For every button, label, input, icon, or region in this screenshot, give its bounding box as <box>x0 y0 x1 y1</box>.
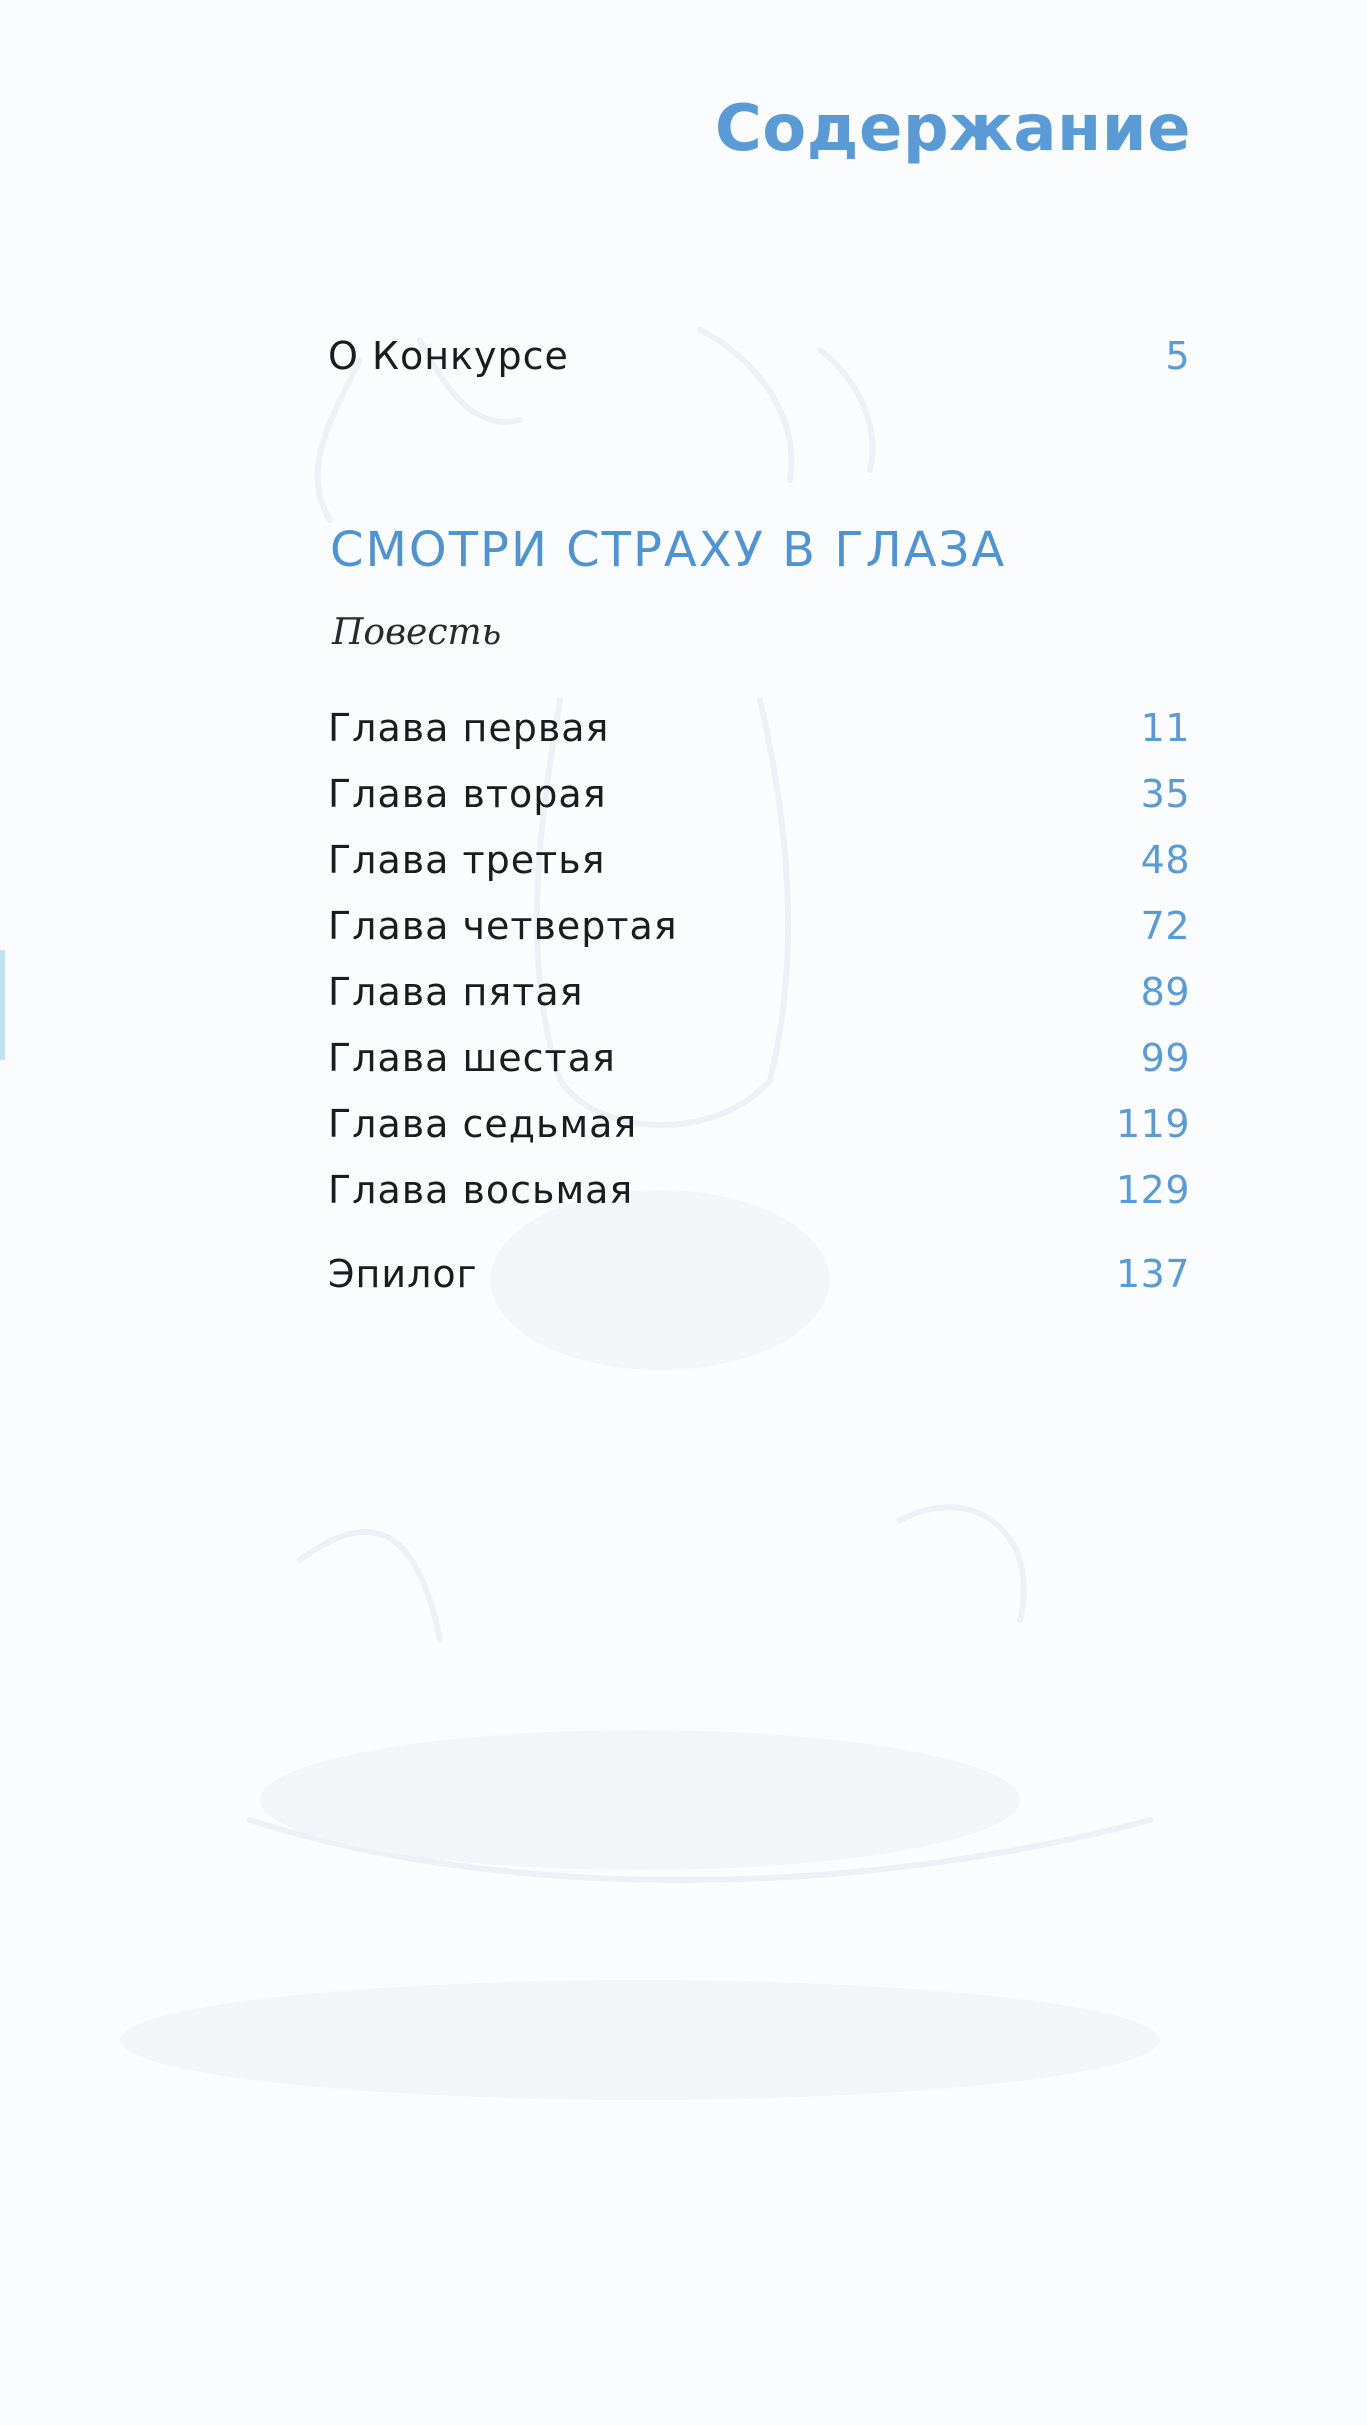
toc-entry-label: Глава седьмая <box>328 1102 638 1146</box>
toc-entry-page: 11 <box>1140 706 1190 750</box>
toc-entry-chapter-3[interactable] <box>328 838 1190 898</box>
toc-entry-page: 137 <box>1115 1252 1190 1296</box>
page-title: Содержание <box>714 92 1191 166</box>
toc-entry-chapter-8[interactable] <box>328 1168 1190 1228</box>
toc-entry-label: Глава шестая <box>328 1036 616 1080</box>
toc-entry-label: Глава пятая <box>328 970 584 1014</box>
toc-entry-label: Глава третья <box>328 838 606 882</box>
toc-entry-label: Глава первая <box>328 706 610 750</box>
toc-entry-page: 99 <box>1140 1036 1190 1080</box>
toc-entry-page: 35 <box>1140 772 1190 816</box>
toc-entry-chapter-7[interactable] <box>328 1102 1190 1162</box>
toc-entry-label: Эпилог <box>328 1252 478 1296</box>
toc-entry-page: 72 <box>1140 904 1190 948</box>
toc-entry-label: Глава восьмая <box>328 1168 634 1212</box>
toc-entry-chapter-4[interactable] <box>328 904 1190 964</box>
toc-entry-intro[interactable] <box>328 334 1190 394</box>
page-edge-mark <box>0 950 5 1060</box>
toc-entry-chapter-5[interactable] <box>328 970 1190 1030</box>
toc-entry-page: 5 <box>1165 334 1190 378</box>
toc-entry-epilogue[interactable] <box>328 1252 1190 1312</box>
toc-entry-page: 48 <box>1140 838 1190 882</box>
toc-entry-page: 89 <box>1140 970 1190 1014</box>
section-subtitle: Повесть <box>332 612 502 653</box>
toc-entry-chapter-1[interactable] <box>328 706 1190 766</box>
toc-entry-label: О Конкурсе <box>328 334 569 378</box>
toc-entry-chapter-6[interactable] <box>328 1036 1190 1096</box>
toc-entry-page: 119 <box>1115 1102 1190 1146</box>
section-title: СМОТРИ СТРАХУ В ГЛАЗА <box>330 522 1007 578</box>
toc-entry-chapter-2[interactable] <box>328 772 1190 832</box>
toc-entry-label: Глава вторая <box>328 772 607 816</box>
toc-entry-page: 129 <box>1115 1168 1190 1212</box>
toc-entry-label: Глава четвертая <box>328 904 678 948</box>
